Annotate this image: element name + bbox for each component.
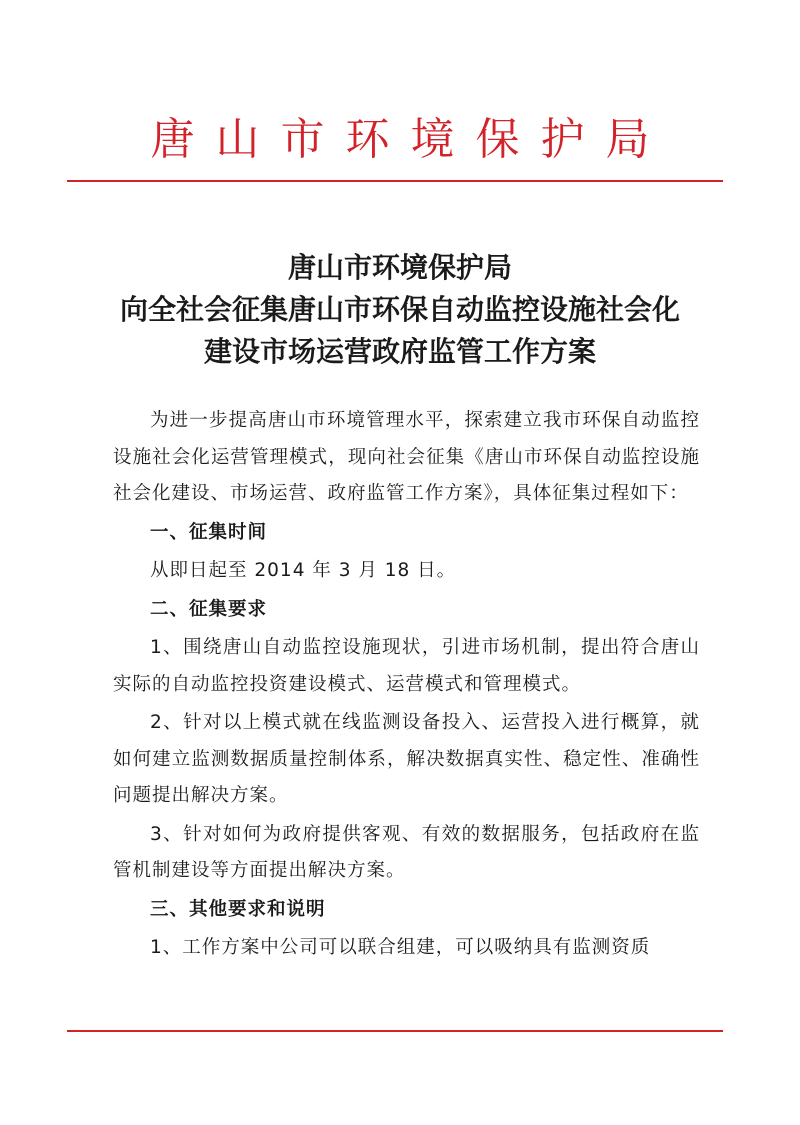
footer-rule [67, 1030, 723, 1032]
section-2-item-2: 2、针对以上模式就在线监测设备投入、运营投入进行概算，就如何建立监测数据质量控制体系，解决数据真实性、稳定性、准确性问题提出解决方案。 [113, 712, 700, 806]
section-2-heading: 二、征集要求 [150, 598, 268, 620]
title-line-3: 建设市场运营政府监管工作方案 [203, 335, 596, 368]
document-title [0, 247, 800, 373]
section-1-text: 从即日起至 2014 年 3 月 18 日。 [150, 560, 457, 581]
title-line-2: 向全社会征集唐山市环保自动监控设施社会化 [119, 293, 680, 326]
section-2-item-3: 3、针对如何为政府提供客观、有效的数据服务，包括政府在监管机制建设等方面提出解决方案。 [113, 823, 700, 881]
intro-paragraph: 为进一步提高唐山市环境管理水平，探索建立我市环保自动监控设施社会化运营管理模式，现向社会征集《唐山市环保自动监控设施社会化建设、市场运营、政府监管工作方案》，具体征集过程如下： [113, 410, 700, 504]
section-3-heading: 三、其他要求和说明 [150, 898, 326, 920]
section-1-heading: 一、征集时间 [150, 521, 268, 543]
letterhead-top-rule [67, 180, 723, 182]
section-2-item-1: 1、围绕唐山自动监控设施现状，引进市场机制，提出符合唐山实际的自动监控投资建设模式、运营模式和管理模式。 [113, 637, 700, 695]
letterhead-org-name: 唐山市环境保护局 [150, 114, 671, 165]
document-body [113, 403, 700, 969]
title-line-1: 唐山市环境保护局 [287, 251, 512, 284]
section-3-item-1: 1、工作方案中公司可以联合组建，可以吸纳具有监测资质 [150, 937, 651, 958]
